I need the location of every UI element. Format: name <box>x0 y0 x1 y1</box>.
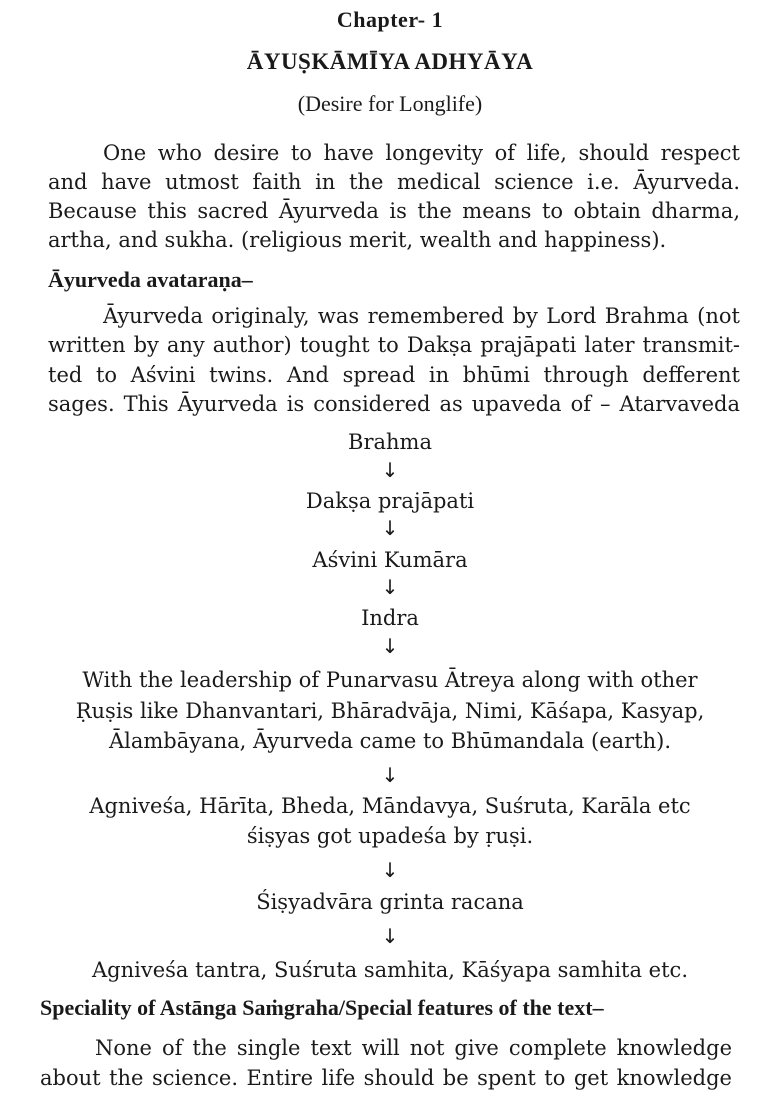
intro-line-4: artha, and sukha. (religious merit, wealth and happiness). <box>48 228 667 252</box>
down-arrow-icon: ↓ <box>381 858 399 882</box>
lineage-node-rusis-line-1: With the leadership of Punarvasu Ātreya along with other <box>82 668 698 692</box>
section2-line-2: about the science. Entire life should be spent to get knowledge <box>40 1066 732 1090</box>
chapter-label: Chapter- 1 <box>336 7 444 32</box>
section-heading-speciality: Speciality of Astānga Saṁgraha/Special features of the text– <box>40 995 604 1020</box>
section1-line-1: Āyurveda originaly, was remembered by Lord Brahma (not <box>103 304 740 328</box>
lineage-node-sisyas-line-2: śiṣyas got upadeśa by ṛuṣi. <box>246 824 534 848</box>
section-heading-avatarana: Āyurveda avataraṇa– <box>48 267 253 292</box>
lineage-node-sisyas-line-1: Agniveśa, Hārīta, Bheda, Māndavya, Suśruta, Karāla etc <box>89 794 691 818</box>
down-arrow-icon: ↓ <box>381 575 399 599</box>
lineage-node-daksa: Dakṣa prajāpati <box>305 489 475 513</box>
lineage-node-rusis-line-2: Ṛuṣis like Dhanvantari, Bhāradvāja, Nimi, Kāśapa, Kasyap, <box>75 699 705 723</box>
lineage-node-rusis-line-3: Ālambāyana, Āyurveda came to Bhūmandala (earth). <box>108 729 672 753</box>
intro-line-2: and have utmost faith in the medical science i.e. Āyurveda. <box>48 170 740 194</box>
lineage-node-indra: Indra <box>361 606 419 630</box>
lineage-node-sisyadvara: Śiṣyadvāra grinta racana <box>256 890 524 914</box>
intro-line-1: One who desire to have longevity of life, should respect <box>103 141 740 165</box>
lineage-node-texts: Agniveśa tantra, Suśruta samhita, Kāśyapa samhita etc. <box>92 958 688 982</box>
down-arrow-icon: ↓ <box>381 634 399 658</box>
section1-line-3: ted to Aśvini twins. And spread in bhūmi through defferent <box>48 363 740 387</box>
down-arrow-icon: ↓ <box>381 516 399 540</box>
lineage-node-asvini: Aśvini Kumāra <box>312 548 468 572</box>
down-arrow-icon: ↓ <box>381 458 399 482</box>
down-arrow-icon: ↓ <box>381 763 399 787</box>
section1-line-4: sages. This Āyurveda is considered as upaveda of – Atarvaveda <box>48 392 740 416</box>
section2-line-1: None of the single text will not give complete knowledge <box>95 1036 732 1060</box>
chapter-title: ĀYUṢKĀMĪYA ADHYĀYA <box>246 49 534 74</box>
chapter-subtitle: (Desire for Longlife) <box>297 91 483 116</box>
down-arrow-icon: ↓ <box>381 924 399 948</box>
section1-line-2: written by any author) tought to Dakṣa prajāpati later transmit- <box>48 333 740 357</box>
lineage-node-brahma: Brahma <box>348 430 432 454</box>
intro-line-3: Because this sacred Āyurveda is the means to obtain dharma, <box>48 199 740 223</box>
